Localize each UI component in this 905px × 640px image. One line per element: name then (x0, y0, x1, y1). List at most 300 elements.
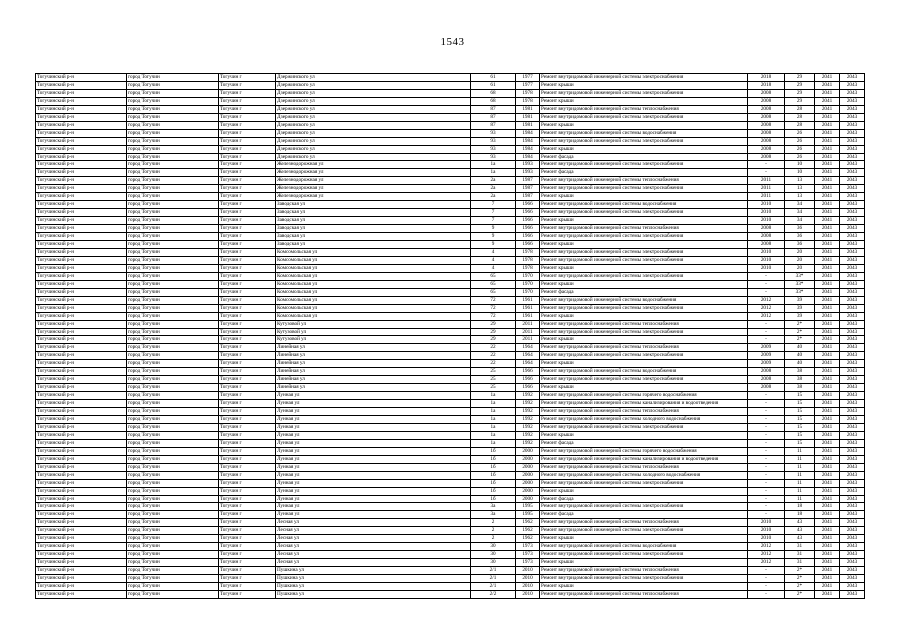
locality-cell: Тогучин г (219, 185, 276, 193)
start-year-cell: 2041 (815, 519, 840, 527)
house-number-cell: 22 (471, 352, 516, 360)
start-year-cell: 2041 (815, 471, 840, 479)
street-cell: Дзержинского ул (276, 74, 471, 82)
build-year-cell: 1977 (516, 81, 540, 89)
end-year-cell: 2043 (840, 264, 865, 272)
wear-cell: 33* (785, 280, 815, 288)
street-cell: Комсомольская ул (276, 296, 471, 304)
street-cell: Линейная ул (276, 352, 471, 360)
wear-cell: 26 (785, 137, 815, 145)
table-row (36, 153, 865, 161)
street-cell: Заводская ул (276, 217, 471, 225)
wear-cell: 15 (785, 392, 815, 400)
last-repair-year-cell: 2009 (748, 352, 785, 360)
street-cell: Железнодорожная ул (276, 169, 471, 177)
build-year-cell: 1977 (516, 74, 540, 82)
table-row (36, 384, 865, 392)
last-repair-year-cell: - (748, 567, 785, 575)
table-row (36, 336, 865, 344)
build-year-cell: 1995 (516, 511, 540, 519)
street-cell: Лунная ул (276, 511, 471, 519)
build-year-cell: 2011 (516, 336, 540, 344)
build-year-cell: 1964 (516, 352, 540, 360)
work-type-cell: Ремонт крыши (540, 431, 748, 439)
start-year-cell: 2041 (815, 129, 840, 137)
house-number-cell: 1б (471, 447, 516, 455)
district-cell: Тогучинский р-н (36, 177, 127, 185)
build-year-cell: 1993 (516, 169, 540, 177)
settlement-cell: город Тогучин (127, 145, 219, 153)
end-year-cell: 2043 (840, 81, 865, 89)
wear-cell: 15 (785, 423, 815, 431)
locality-cell: Тогучин г (219, 288, 276, 296)
district-cell: Тогучинский р-н (36, 105, 127, 113)
table-row (36, 344, 865, 352)
start-year-cell: 2041 (815, 527, 840, 535)
house-number-cell: 1б (471, 463, 516, 471)
house-number-cell: 87 (471, 121, 516, 129)
start-year-cell: 2041 (815, 264, 840, 272)
locality-cell: Тогучин г (219, 201, 276, 209)
end-year-cell: 2043 (840, 463, 865, 471)
start-year-cell: 2041 (815, 153, 840, 161)
settlement-cell: город Тогучин (127, 241, 219, 249)
start-year-cell: 2041 (815, 248, 840, 256)
table-row (36, 567, 865, 575)
table-row (36, 193, 865, 201)
street-cell: Железнодорожная ул (276, 193, 471, 201)
street-cell: Лунная ул (276, 495, 471, 503)
start-year-cell: 2041 (815, 551, 840, 559)
locality-cell: Тогучин г (219, 264, 276, 272)
district-cell: Тогучинский р-н (36, 74, 127, 82)
settlement-cell: город Тогучин (127, 328, 219, 336)
start-year-cell: 2041 (815, 272, 840, 280)
end-year-cell: 2043 (840, 177, 865, 185)
district-cell: Тогучинский р-н (36, 89, 127, 97)
settlement-cell: город Тогучин (127, 97, 219, 105)
end-year-cell: 2043 (840, 161, 865, 169)
wear-cell: 26 (785, 145, 815, 153)
table-row (36, 360, 865, 368)
house-number-cell: 93 (471, 145, 516, 153)
build-year-cell: 1962 (516, 519, 540, 527)
wear-cell: 15 (785, 415, 815, 423)
locality-cell: Тогучин г (219, 304, 276, 312)
last-repair-year-cell: 2008 (748, 241, 785, 249)
house-number-cell: 65 (471, 280, 516, 288)
street-cell: Линейная ул (276, 344, 471, 352)
end-year-cell: 2043 (840, 209, 865, 217)
settlement-cell: город Тогучин (127, 590, 219, 598)
house-number-cell: 72 (471, 312, 516, 320)
settlement-cell: город Тогучин (127, 304, 219, 312)
start-year-cell: 2041 (815, 121, 840, 129)
table-row (36, 479, 865, 487)
end-year-cell: 2043 (840, 575, 865, 583)
wear-cell: 26 (785, 153, 815, 161)
house-number-cell: 61 (471, 74, 516, 82)
table-row (36, 81, 865, 89)
end-year-cell: 2043 (840, 225, 865, 233)
street-cell: Железнодорожная ул (276, 185, 471, 193)
build-year-cell: 2000 (516, 471, 540, 479)
locality-cell: Тогучин г (219, 400, 276, 408)
table-row (36, 328, 865, 336)
build-year-cell: 1984 (516, 145, 540, 153)
last-repair-year-cell: - (748, 511, 785, 519)
house-number-cell: 2 (471, 527, 516, 535)
work-type-cell: Ремонт фасада (540, 153, 748, 161)
last-repair-year-cell: 2008 (748, 89, 785, 97)
street-cell: Комсомольская ул (276, 312, 471, 320)
build-year-cell: 1978 (516, 89, 540, 97)
page-number: 1543 (440, 36, 465, 48)
locality-cell: Тогучин г (219, 336, 276, 344)
wear-cell: 11 (785, 447, 815, 455)
end-year-cell: 2043 (840, 121, 865, 129)
start-year-cell: 2041 (815, 74, 840, 82)
settlement-cell: город Тогучин (127, 583, 219, 591)
start-year-cell: 2041 (815, 225, 840, 233)
locality-cell: Тогучин г (219, 89, 276, 97)
locality-cell: Тогучин г (219, 97, 276, 105)
start-year-cell: 2041 (815, 590, 840, 598)
work-type-cell: Ремонт внутридомовой инженерной системы водоснабжения (540, 543, 748, 551)
house-number-cell: 1а (471, 161, 516, 169)
build-year-cell: 2010 (516, 575, 540, 583)
locality-cell: Тогучин г (219, 344, 276, 352)
start-year-cell: 2041 (815, 447, 840, 455)
start-year-cell: 2041 (815, 455, 840, 463)
settlement-cell: город Тогучин (127, 209, 219, 217)
locality-cell: Тогучин г (219, 368, 276, 376)
street-cell: Комсомольская ул (276, 280, 471, 288)
house-number-cell: 68 (471, 97, 516, 105)
house-number-cell: 7 (471, 209, 516, 217)
build-year-cell: 1992 (516, 423, 540, 431)
locality-cell: Тогучин г (219, 527, 276, 535)
work-type-cell: Ремонт внутридомовой инженерной системы горячего водоснабжения (540, 447, 748, 455)
start-year-cell: 2041 (815, 535, 840, 543)
table-row (36, 352, 865, 360)
end-year-cell: 2043 (840, 74, 865, 82)
wear-cell: 31 (785, 551, 815, 559)
work-type-cell: Ремонт крыши (540, 264, 748, 272)
start-year-cell: 2041 (815, 575, 840, 583)
table-row (36, 137, 865, 145)
last-repair-year-cell: 2009 (748, 360, 785, 368)
last-repair-year-cell: - (748, 336, 785, 344)
locality-cell: Тогучин г (219, 479, 276, 487)
settlement-cell: город Тогучин (127, 74, 219, 82)
end-year-cell: 2043 (840, 423, 865, 431)
last-repair-year-cell: 2010 (748, 256, 785, 264)
district-cell: Тогучинский р-н (36, 169, 127, 177)
locality-cell: Тогучин г (219, 511, 276, 519)
wear-cell: 39 (785, 296, 815, 304)
house-number-cell: 29 (471, 336, 516, 344)
build-year-cell: 1984 (516, 153, 540, 161)
table-row (36, 423, 865, 431)
last-repair-year-cell: 2008 (748, 129, 785, 137)
start-year-cell: 2041 (815, 105, 840, 113)
house-number-cell: 9 (471, 241, 516, 249)
table-row (36, 487, 865, 495)
last-repair-year-cell: - (748, 320, 785, 328)
settlement-cell: город Тогучин (127, 137, 219, 145)
last-repair-year-cell: 2012 (748, 304, 785, 312)
wear-cell: 38 (785, 368, 815, 376)
settlement-cell: город Тогучин (127, 233, 219, 241)
last-repair-year-cell: 2008 (748, 368, 785, 376)
locality-cell: Тогучин г (219, 320, 276, 328)
build-year-cell: 1978 (516, 97, 540, 105)
district-cell: Тогучинский р-н (36, 288, 127, 296)
settlement-cell: город Тогучин (127, 519, 219, 527)
street-cell: Лунная ул (276, 439, 471, 447)
wear-cell: 20 (785, 256, 815, 264)
work-type-cell: Ремонт крыши (540, 384, 748, 392)
end-year-cell: 2043 (840, 519, 865, 527)
settlement-cell: город Тогучин (127, 408, 219, 416)
start-year-cell: 2041 (815, 408, 840, 416)
end-year-cell: 2043 (840, 455, 865, 463)
work-type-cell: Ремонт крыши (540, 97, 748, 105)
start-year-cell: 2041 (815, 495, 840, 503)
house-number-cell: 3а (471, 511, 516, 519)
wear-cell: 13 (785, 177, 815, 185)
settlement-cell: город Тогучин (127, 296, 219, 304)
locality-cell: Тогучин г (219, 487, 276, 495)
wear-cell: 2* (785, 328, 815, 336)
last-repair-year-cell: - (748, 280, 785, 288)
locality-cell: Тогучин г (219, 543, 276, 551)
locality-cell: Тогучин г (219, 352, 276, 360)
last-repair-year-cell: 2008 (748, 121, 785, 129)
settlement-cell: город Тогучин (127, 264, 219, 272)
street-cell: Дзержинского ул (276, 81, 471, 89)
locality-cell: Тогучин г (219, 74, 276, 82)
district-cell: Тогучинский р-н (36, 360, 127, 368)
end-year-cell: 2043 (840, 153, 865, 161)
last-repair-year-cell: - (748, 431, 785, 439)
end-year-cell: 2043 (840, 567, 865, 575)
work-type-cell: Ремонт внутридомовой инженерной системы электроснабжения (540, 479, 748, 487)
district-cell: Тогучинский р-н (36, 193, 127, 201)
end-year-cell: 2043 (840, 201, 865, 209)
settlement-cell: город Тогучин (127, 312, 219, 320)
settlement-cell: город Тогучин (127, 535, 219, 543)
end-year-cell: 2043 (840, 415, 865, 423)
house-number-cell: 72 (471, 296, 516, 304)
settlement-cell: город Тогучин (127, 384, 219, 392)
district-cell: Тогучинский р-н (36, 471, 127, 479)
start-year-cell: 2041 (815, 439, 840, 447)
work-type-cell: Ремонт внутридомовой инженерной системы водоснабжения (540, 296, 748, 304)
wear-cell: 15 (785, 431, 815, 439)
end-year-cell: 2043 (840, 312, 865, 320)
house-number-cell: 30 (471, 551, 516, 559)
district-cell: Тогучинский р-н (36, 217, 127, 225)
district-cell: Тогучинский р-н (36, 479, 127, 487)
house-number-cell: 1а (471, 439, 516, 447)
start-year-cell: 2041 (815, 312, 840, 320)
work-type-cell: Ремонт внутридомовой инженерной системы электроснабжения (540, 575, 748, 583)
start-year-cell: 2041 (815, 233, 840, 241)
work-type-cell: Ремонт внутридомовой инженерной системы электроснабжения (540, 328, 748, 336)
end-year-cell: 2043 (840, 559, 865, 567)
wear-cell: 28 (785, 113, 815, 121)
street-cell: Лунная ул (276, 408, 471, 416)
last-repair-year-cell: 2010 (748, 535, 785, 543)
wear-cell: 31 (785, 543, 815, 551)
build-year-cell: 2010 (516, 567, 540, 575)
start-year-cell: 2041 (815, 400, 840, 408)
start-year-cell: 2041 (815, 97, 840, 105)
last-repair-year-cell: - (748, 495, 785, 503)
district-cell: Тогучинский р-н (36, 423, 127, 431)
settlement-cell: город Тогучин (127, 169, 219, 177)
work-type-cell: Ремонт внутридомовой инженерной системы электроснабжения (540, 113, 748, 121)
table-row (36, 376, 865, 384)
build-year-cell: 1966 (516, 376, 540, 384)
wear-cell: 34 (785, 209, 815, 217)
work-type-cell: Ремонт крыши (540, 535, 748, 543)
build-year-cell: 1966 (516, 233, 540, 241)
build-year-cell: 1961 (516, 296, 540, 304)
work-type-cell: Ремонт внутридомовой инженерной системы канализирования и водоотведения (540, 400, 748, 408)
wear-cell: 43 (785, 535, 815, 543)
wear-cell: 15 (785, 400, 815, 408)
house-number-cell: 29 (471, 320, 516, 328)
start-year-cell: 2041 (815, 288, 840, 296)
settlement-cell: город Тогучин (127, 129, 219, 137)
district-cell: Тогучинский р-н (36, 145, 127, 153)
start-year-cell: 2041 (815, 344, 840, 352)
settlement-cell: город Тогучин (127, 336, 219, 344)
street-cell: Комсомольская ул (276, 256, 471, 264)
wear-cell: 2* (785, 567, 815, 575)
street-cell: Лунная ул (276, 503, 471, 511)
build-year-cell: 1984 (516, 129, 540, 137)
table-row (36, 559, 865, 567)
build-year-cell: 1992 (516, 431, 540, 439)
house-number-cell: 22 (471, 344, 516, 352)
work-type-cell: Ремонт внутридомовой инженерной системы электроснабжения (540, 161, 748, 169)
build-year-cell: 1961 (516, 312, 540, 320)
house-number-cell: 61 (471, 81, 516, 89)
work-type-cell: Ремонт внутридомовой инженерной системы электроснабжения (540, 209, 748, 217)
house-number-cell: 87 (471, 113, 516, 121)
end-year-cell: 2043 (840, 551, 865, 559)
start-year-cell: 2041 (815, 583, 840, 591)
build-year-cell: 1966 (516, 384, 540, 392)
end-year-cell: 2043 (840, 360, 865, 368)
work-type-cell: Ремонт внутридомовой инженерной системы электроснабжения (540, 89, 748, 97)
locality-cell: Тогучин г (219, 376, 276, 384)
work-type-cell: Ремонт фасада (540, 511, 748, 519)
table-row (36, 415, 865, 423)
work-type-cell: Ремонт крыши (540, 145, 748, 153)
last-repair-year-cell: - (748, 408, 785, 416)
house-number-cell: 72 (471, 304, 516, 312)
locality-cell: Тогучин г (219, 431, 276, 439)
district-cell: Тогучинский р-н (36, 304, 127, 312)
house-number-cell: 1а (471, 400, 516, 408)
house-number-cell: 4 (471, 248, 516, 256)
build-year-cell: 1981 (516, 105, 540, 113)
house-number-cell: 9 (471, 225, 516, 233)
settlement-cell: город Тогучин (127, 543, 219, 551)
build-year-cell: 1973 (516, 551, 540, 559)
wear-cell: 18 (785, 503, 815, 511)
house-number-cell: 1б (471, 495, 516, 503)
street-cell: Лунная ул (276, 431, 471, 439)
locality-cell: Тогучин г (219, 384, 276, 392)
settlement-cell: город Тогучин (127, 360, 219, 368)
table-row (36, 527, 865, 535)
locality-cell: Тогучин г (219, 519, 276, 527)
street-cell: Лесная ул (276, 535, 471, 543)
locality-cell: Тогучин г (219, 495, 276, 503)
table-row (36, 74, 865, 82)
locality-cell: Тогучин г (219, 590, 276, 598)
settlement-cell: город Тогучин (127, 376, 219, 384)
work-type-cell: Ремонт крыши (540, 280, 748, 288)
wear-cell: 18 (785, 511, 815, 519)
work-type-cell: Ремонт внутридомовой инженерной системы электроснабжения (540, 272, 748, 280)
wear-cell: 15 (785, 408, 815, 416)
wear-cell: 11 (785, 479, 815, 487)
wear-cell: 11 (785, 495, 815, 503)
district-cell: Тогучинский р-н (36, 185, 127, 193)
end-year-cell: 2043 (840, 376, 865, 384)
start-year-cell: 2041 (815, 201, 840, 209)
end-year-cell: 2043 (840, 320, 865, 328)
street-cell: Комсомольская ул (276, 272, 471, 280)
settlement-cell: город Тогучин (127, 81, 219, 89)
house-number-cell: 1б (471, 455, 516, 463)
end-year-cell: 2043 (840, 248, 865, 256)
house-number-cell: 93 (471, 137, 516, 145)
build-year-cell: 1962 (516, 527, 540, 535)
district-cell: Тогучинский р-н (36, 455, 127, 463)
build-year-cell: 1992 (516, 415, 540, 423)
settlement-cell: город Тогучин (127, 431, 219, 439)
wear-cell: 43 (785, 527, 815, 535)
work-type-cell: Ремонт внутридомовой инженерной системы электроснабжения (540, 503, 748, 511)
last-repair-year-cell: 2018 (748, 74, 785, 82)
last-repair-year-cell: - (748, 328, 785, 336)
district-cell: Тогучинский р-н (36, 439, 127, 447)
last-repair-year-cell: - (748, 288, 785, 296)
locality-cell: Тогучин г (219, 559, 276, 567)
start-year-cell: 2041 (815, 543, 840, 551)
build-year-cell: 1966 (516, 225, 540, 233)
build-year-cell: 1966 (516, 241, 540, 249)
settlement-cell: город Тогучин (127, 153, 219, 161)
start-year-cell: 2041 (815, 503, 840, 511)
settlement-cell: город Тогучин (127, 272, 219, 280)
table-row (36, 121, 865, 129)
district-cell: Тогучинский р-н (36, 368, 127, 376)
end-year-cell: 2043 (840, 503, 865, 511)
house-number-cell: 2а (471, 193, 516, 201)
start-year-cell: 2041 (815, 304, 840, 312)
last-repair-year-cell: 2012 (748, 312, 785, 320)
wear-cell: 39 (785, 312, 815, 320)
